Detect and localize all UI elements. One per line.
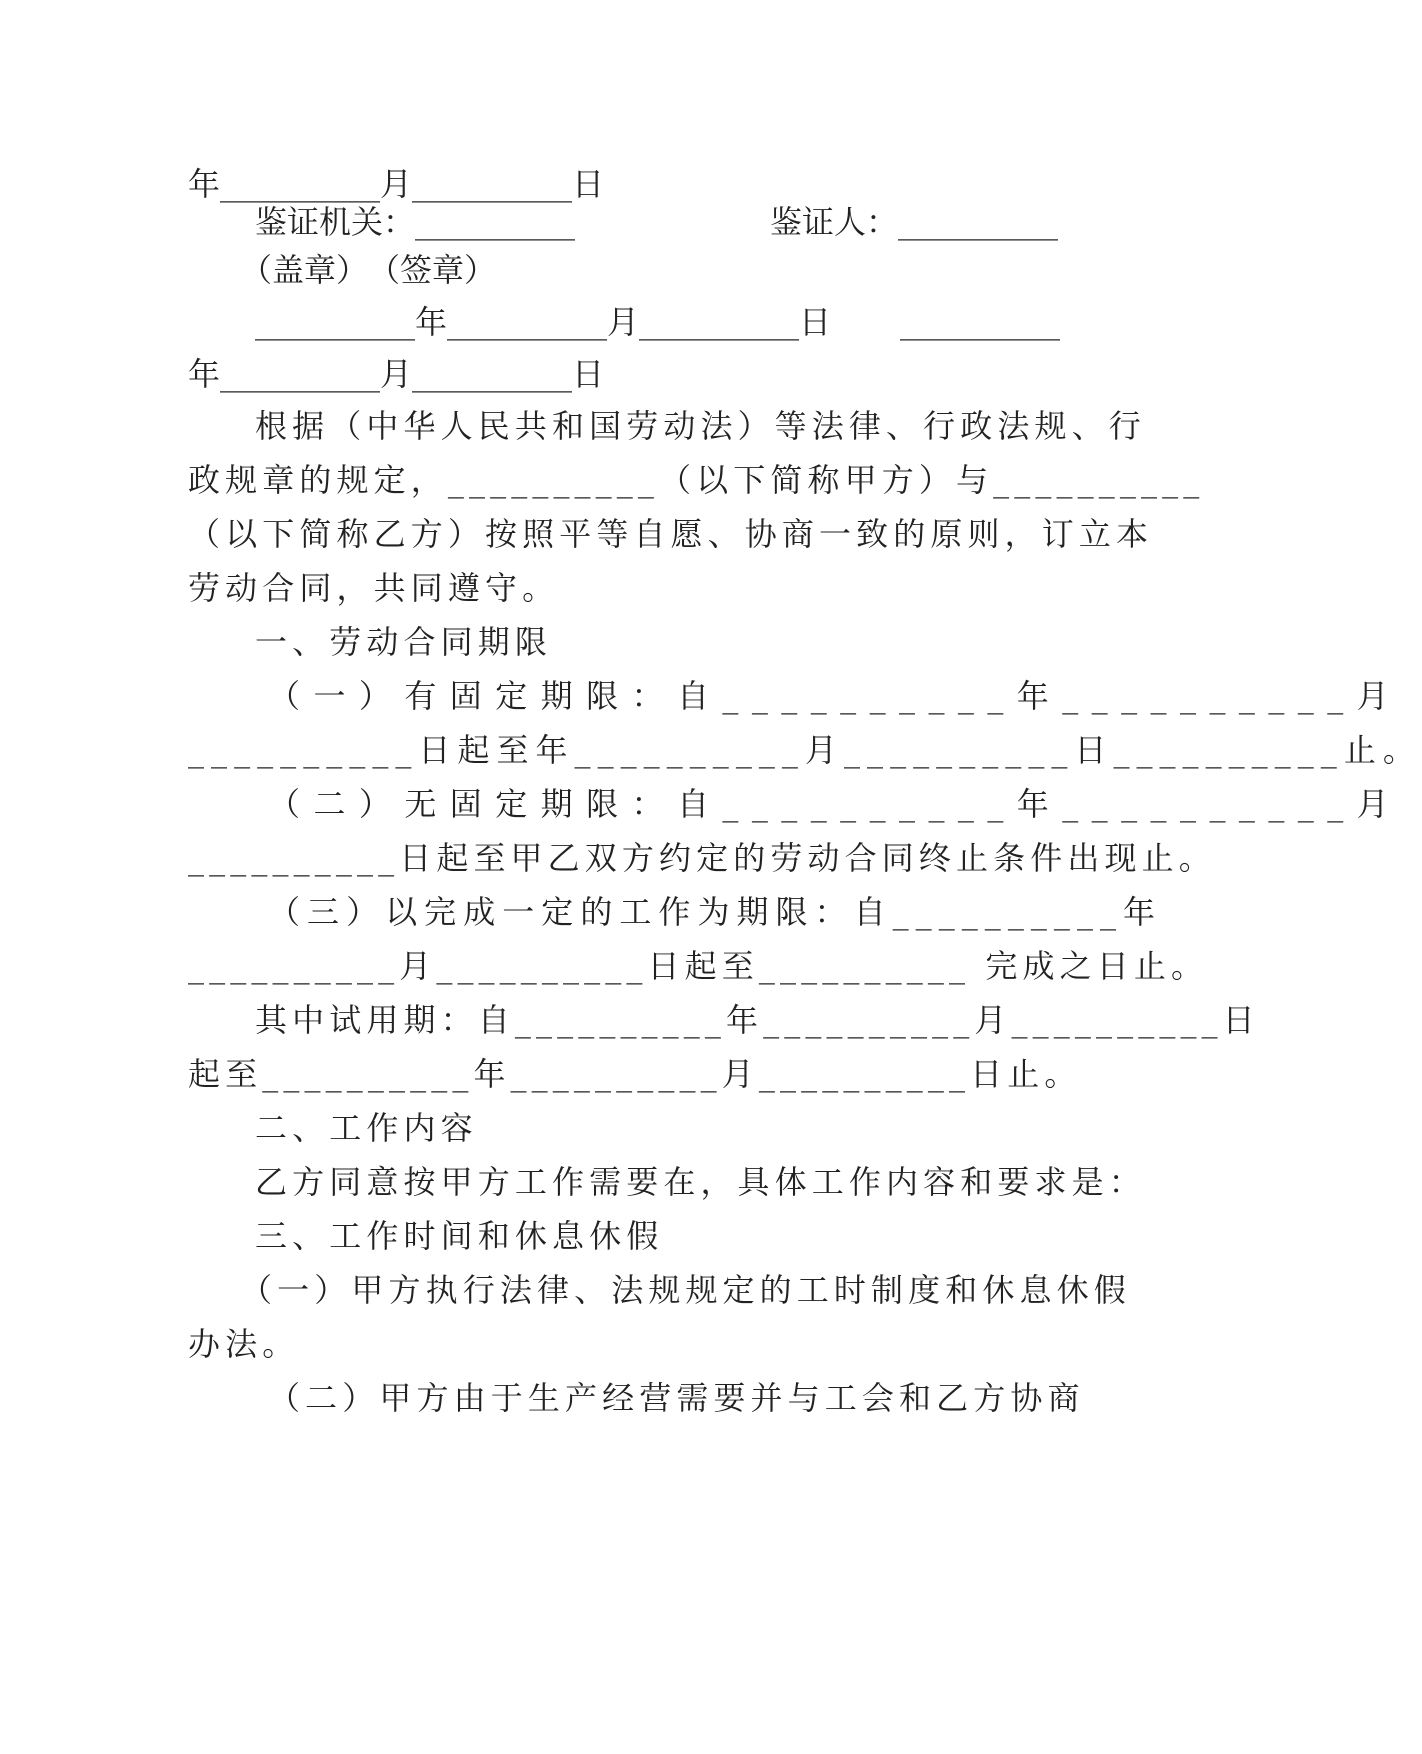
- verification-date-line: __________年__________月__________日: [255, 303, 832, 341]
- clause-3-1-line-1: （一）甲方执行法律、法规规定的工时制度和休息休假: [240, 1271, 1131, 1309]
- body-paragraph-1-line-4: 劳动合同，共同遵守。: [188, 569, 560, 607]
- clause-3-1-line-2: 办法。: [188, 1325, 300, 1363]
- work-content-line: 乙方同意按甲方工作需要在，具体工作内容和要求是：: [255, 1163, 1146, 1201]
- probation-line-1: 其中试用期：自__________年__________月__________日: [255, 1001, 1260, 1039]
- body-paragraph-1-line-2: 政规章的规定，__________（以下简称甲方）与__________: [188, 461, 1205, 499]
- body-paragraph-1-line-3: （以下简称乙方）按照平等自愿、协商一致的原则，订立本: [188, 515, 1154, 553]
- clause-3-2-line-1: （二）甲方由于生产经营需要并与工会和乙方协商: [268, 1379, 1085, 1417]
- probation-line-2: 起至__________年__________月__________日止。: [188, 1055, 1082, 1093]
- clause-1-3-line-1: （三）以完成一定的工作为期限：自__________年: [268, 893, 1163, 931]
- verifier-date-line: 年__________月__________日: [188, 355, 605, 393]
- clause-1-2-line-1: （二）无固定期限：自__________年__________月: [268, 785, 1403, 823]
- body-paragraph-1-line-1: 根据（中华人民共和国劳动法）等法律、行政法规、行: [255, 407, 1146, 445]
- section-heading-2: 二、工作内容: [255, 1109, 478, 1147]
- clause-1-1-line-1: （一）有固定期限：自__________年__________月: [268, 677, 1403, 715]
- verification-authority-line: 鉴证机关：__________: [255, 203, 576, 241]
- clause-1-3-line-2: __________月__________日起至__________ 完成之日止。: [188, 947, 1209, 985]
- verifier-date-blank: __________: [900, 303, 1060, 341]
- clause-1-1-line-2: __________日起至年__________月__________日__________止。: [188, 731, 1422, 769]
- section-heading-3: 三、工作时间和休息休假: [255, 1217, 664, 1255]
- verifier-line: 鉴证人：__________: [770, 203, 1059, 241]
- date-line: 年__________月__________日: [188, 165, 605, 203]
- clause-1-2-line-2: __________日起至甲乙双方约定的劳动合同终止条件出现止。: [188, 839, 1216, 877]
- seal-signature-line: （盖章） （签章）: [240, 251, 497, 289]
- section-heading-1: 一、劳动合同期限: [255, 623, 552, 661]
